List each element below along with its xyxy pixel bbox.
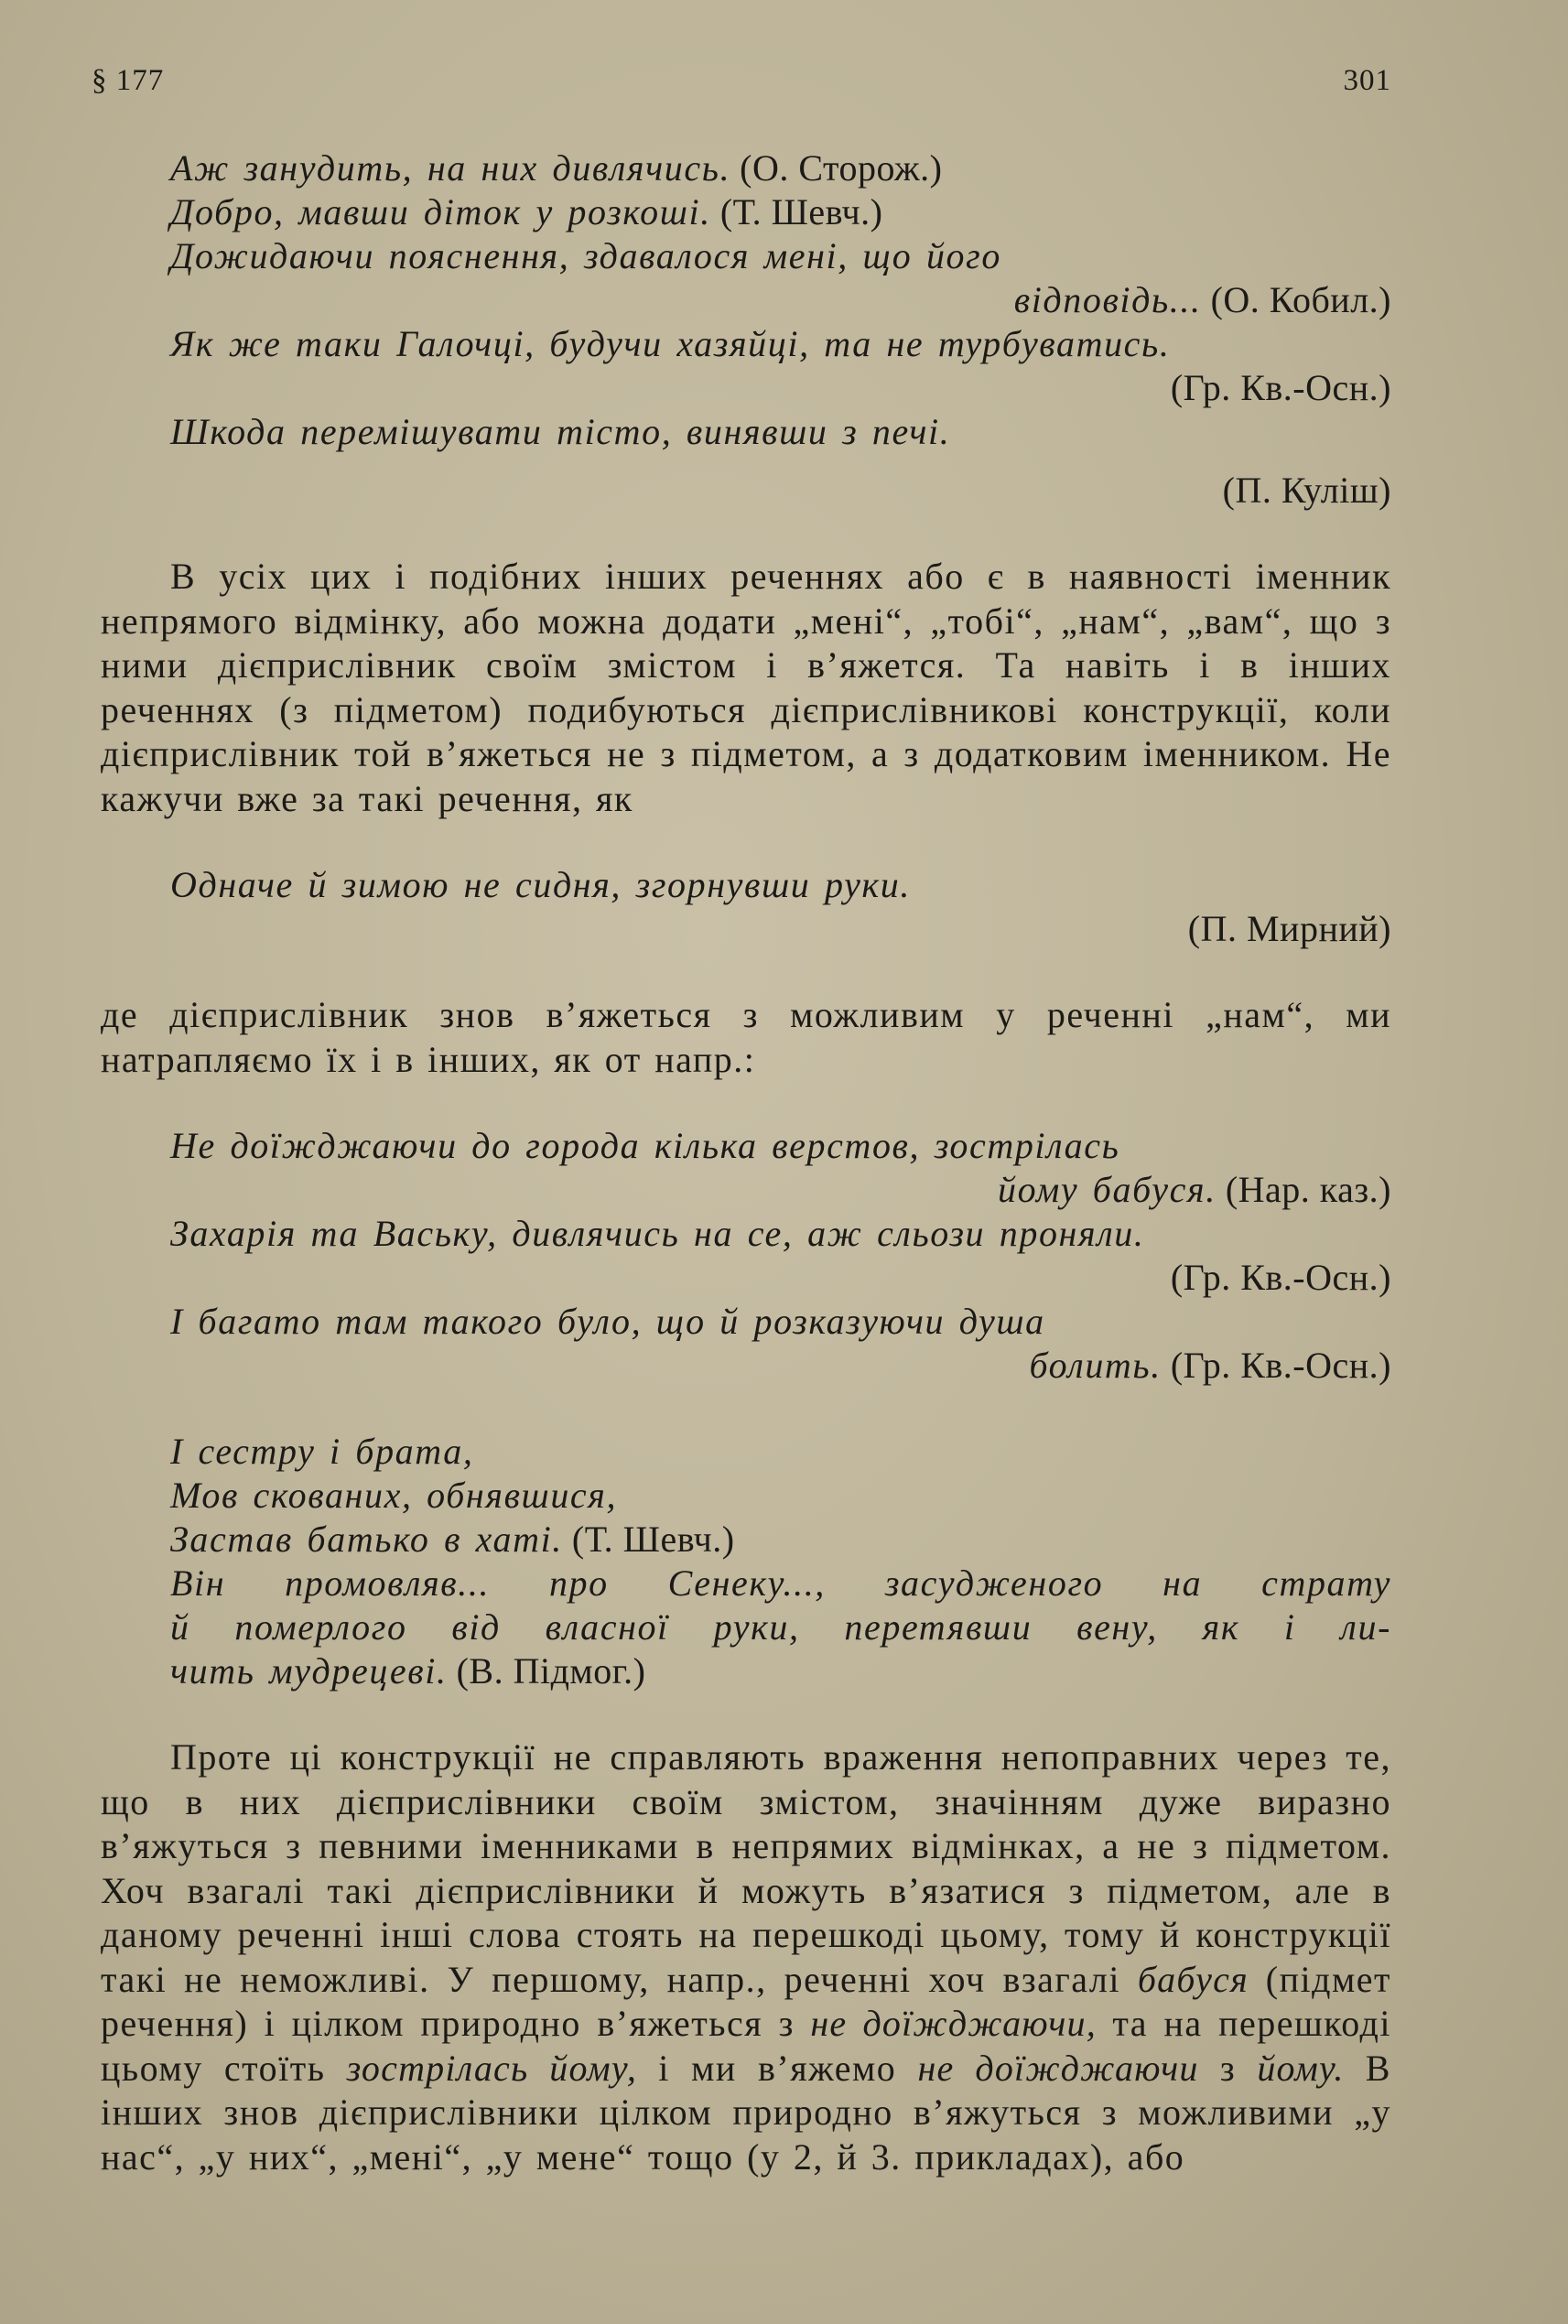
spacer [101,1082,1391,1124]
example-source: (В. Підмог.) [456,1650,646,1692]
spacer [101,1693,1391,1735]
example-quote: Не доїжджаючи до города кілька верстов, зострілась [170,1125,1120,1166]
examples-block-3 [101,1430,1391,1693]
italic-term: йому. [1257,2047,1345,2089]
example-line [170,1518,1391,1562]
example-quote: Він промовляв... про Сенеку..., засудженого на страту [170,1562,1391,1604]
paragraph [101,993,1391,1082]
paragraph-text: і ми в’яжемо [637,2047,918,2089]
example-quote: відповідь... [1013,279,1202,320]
example-quote: І сестру і брата, [170,1431,474,1472]
examples-block-2 [101,1124,1391,1388]
spacer [101,821,1391,863]
example-source: (Нар. каз.) [1225,1169,1391,1210]
example-quote: болить. [1029,1345,1162,1386]
example-quote: Одначе й зимою не сидня, згорнувши руки. [170,864,911,905]
example-source: (Гр. Кв.-Осн.) [1170,1257,1391,1298]
example-line [170,1649,1391,1693]
paragraph-text: з [1198,2047,1258,2089]
example-quote: Добро, мавши діток у розкоші. [170,191,711,232]
example-quote: йому бабуся. [998,1169,1217,1210]
example-quote: Захарія та Ваську, дивлячись на се, аж сльози проняли. [170,1213,1145,1254]
example-line [170,1344,1391,1388]
example-quote: І багато там такого було, що й розказуючи душа [170,1301,1045,1342]
italic-term: зострілась йому, [346,2047,638,2089]
example-line [170,190,1391,234]
paragraph-text: (підмет речення) і цілком природно в’яжеться з [101,1958,1391,2044]
example-source: (Т. Шевч.) [571,1519,735,1560]
italic-term: не доїжджаючи [917,2047,1199,2089]
example-source: (П. Мирний) [1187,908,1391,949]
example-source: (Т. Шевч.) [719,191,883,232]
example-line [170,234,1391,278]
spacer [101,951,1391,993]
example-line [170,1256,1391,1300]
example-line [170,1300,1391,1344]
paragraph [101,1735,1391,2179]
example-line [170,1124,1391,1168]
italic-term: не доїжджаючи, [810,2003,1097,2044]
spacer [101,513,1391,555]
example-line [170,863,1391,907]
examples-block-1 [101,146,1391,513]
italic-term: бабуся [1137,1958,1249,2000]
example-source: (Гр. Кв.-Осн.) [1170,1345,1391,1386]
example-source: (О. Кобил.) [1210,279,1391,320]
page-content [101,146,1391,2179]
example-line [170,907,1391,951]
example-quote: й померлого від власної руки, перетявши вену, як і ли- [170,1606,1391,1648]
example-source: (П. Куліш) [1222,470,1391,511]
example-quote: Як же таки Галочці, будучи хазяйці, та не турбуватись. [170,323,1171,364]
example-line [170,469,1391,513]
example-line [170,278,1391,322]
example-line [170,1212,1391,1256]
example-line [170,322,1391,366]
paragraph [101,555,1391,821]
example-quote: Мов скованих, обнявшися, [170,1475,618,1516]
examples-block-mid [101,863,1391,951]
example-quote: Застав батько в хаті. [170,1519,563,1560]
example-line [170,366,1391,410]
example-line [170,1474,1391,1518]
example-line [170,1430,1391,1474]
section-number: § 177 [92,64,165,97]
example-source: (Гр. Кв.-Осн.) [1170,367,1391,408]
example-line [170,146,1391,190]
example-quote: Аж занудить, на них дивлячись. [170,147,731,189]
paragraph-text: Проте ці конструкції не справляють враження непоправних через те, що в них дієприслівники своїм змістом, значінням дуже виразно в’яжуться з певними іменниками в непрямих відмінках, а не з підметом. Хоч взагалі такі дієприслівники й можуть в’язатися з підметом, але в даному реченні інші слова стоять на перешкоді цьому, тому й конструкції такі не неможливі. У першому, напр., реченні хоч взагалі [101,1736,1391,2000]
paragraph-text: та на перешкоді цьому стоїть [101,2003,1392,2089]
example-line [170,410,1391,454]
example-quote: Дожидаючи пояснення, здавалося мені, що його [170,235,1001,276]
page-number: 301 [1343,64,1391,97]
example-source: (О. Сторож.) [740,147,943,189]
spacer [101,1388,1391,1430]
example-line [170,1168,1391,1212]
paragraph-text: В усіх цих і подібних інших реченнях або є в наявності іменник непрямого відмінку, або можна додати „мені“, „тобі“, „нам“, „вам“, що з ними дієприслівник своїм змістом і в’яжется. Та навіть і в інших реченнях (з підметом) подибуються дієприслівникові конструкції, коли дієприслівник той в’яжеться не з підметом, а з додатковим іменником. Не кажучи вже за такі речення, як [101,556,1391,819]
example-line [170,1562,1391,1605]
example-line [170,1605,1391,1649]
example-quote: чить мудрецеві. [170,1650,448,1692]
paragraph-text: В інших знов дієприслівники цілком природно в’яжуться з можливими „у нас“, „у них“, „мені“, „у мене“ тощо (у 2, й 3. прикладах), або [101,2047,1391,2178]
example-quote: Шкода перемішувати тісто, винявши з печі. [170,411,951,452]
paragraph-text: де дієприслівник знов в’яжеться з можливим у реченні „нам“, ми натрапляємо їх і в інших, як от напр.: [101,994,1391,1080]
